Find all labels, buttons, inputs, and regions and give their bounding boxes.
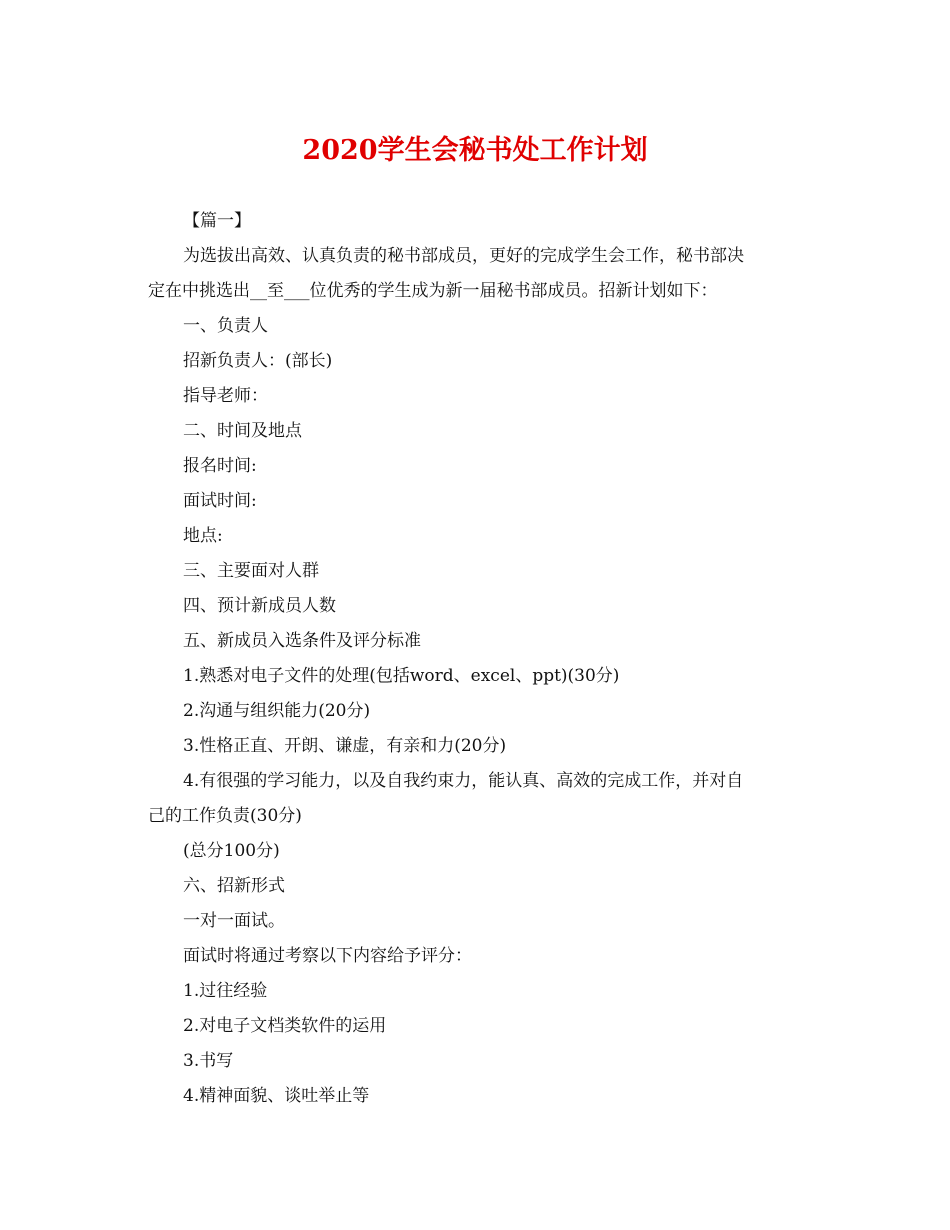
paragraph-line: 地点: bbox=[183, 526, 223, 546]
paragraph-line: 四、预计新成员人数 bbox=[183, 596, 336, 616]
paragraph-line: 4.精神面貌、谈吐举止等 bbox=[183, 1086, 370, 1106]
paragraph-line: 1.熟悉对电子文件的处理(包括word、excel、ppt)(30分) bbox=[183, 666, 620, 686]
paragraph-line: 3.性格正直、开朗、谦虚，有亲和力(20分) bbox=[183, 736, 507, 756]
paragraph-line: 招新负责人：(部长) bbox=[183, 351, 333, 371]
paragraph-line: 报名时间: bbox=[183, 456, 257, 476]
document-body bbox=[148, 204, 808, 1114]
paragraph-line: (总分100分) bbox=[183, 841, 280, 861]
paragraph-line: 【篇一】 bbox=[183, 211, 251, 231]
paragraph-line: 二、时间及地点 bbox=[183, 421, 302, 441]
paragraph-line: 定在中挑选出__至___位优秀的学生成为新一届秘书部成员。招新计划如下： bbox=[148, 281, 718, 301]
paragraph-line: 3.书写 bbox=[183, 1051, 234, 1071]
paragraph-line: 面试时将通过考察以下内容给予评分： bbox=[183, 946, 472, 966]
paragraph-line: 己的工作负责(30分) bbox=[148, 806, 302, 826]
paragraph-line: 2.沟通与组织能力(20分) bbox=[183, 701, 371, 721]
paragraph-line: 五、新成员入选条件及评分标准 bbox=[183, 631, 421, 651]
paragraph-line: 指导老师： bbox=[183, 386, 268, 406]
paragraph-line: 面试时间: bbox=[183, 491, 257, 511]
paragraph-line: 一、负责人 bbox=[183, 316, 268, 336]
document-title: 2020学生会秘书处工作计划 bbox=[302, 135, 648, 166]
paragraph-line: 1.过往经验 bbox=[183, 981, 268, 1001]
paragraph-line: 六、招新形式 bbox=[183, 876, 285, 896]
paragraph-line: 为选拔出高效、认真负责的秘书部成员，更好的完成学生会工作，秘书部决 bbox=[183, 246, 744, 266]
paragraph-line: 2.对电子文档类软件的运用 bbox=[183, 1016, 387, 1036]
paragraph-line: 三、主要面对人群 bbox=[183, 561, 319, 581]
paragraph-line: 4.有很强的学习能力，以及自我约束力，能认真、高效的完成工作，并对自 bbox=[183, 771, 744, 791]
paragraph-line: 一对一面试。 bbox=[183, 911, 285, 931]
